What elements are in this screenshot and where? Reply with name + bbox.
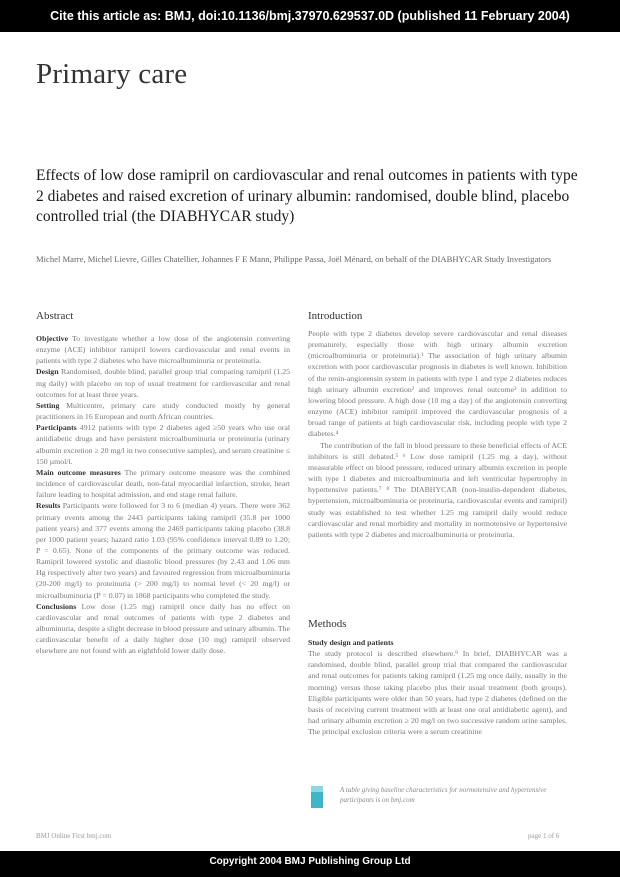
intro-paragraph-1: People with type 2 diabetes develop severe cardiovascular and renal diseases prematurely, especially those with high urinary albumin excretion (microalbuminuria or proteinuria).¹ The association of high urinary albumin excretion with poor cardiovascular prognosis in diabetes is well known. Inhibition of the renin-angiotensin system in patients with type 1 and type 2 diabetes reduces high urinary albumin excretion² and improves renal outcome³ in addition to lowering blood pressure. A high dose (10 mg a day) of the angiotensin converting enzyme (ACE) inhibitor ramipril improved the cardiovascular prognosis of a broad range of patients at high cardiovascular risk, including people with type 2 diabetes.⁴ <box>308 329 567 439</box>
footer-page-number: page 1 of 6 <box>528 832 560 840</box>
abstract-measures <box>36 467 290 500</box>
setting-label: Setting <box>36 400 60 410</box>
introduction-body <box>308 328 567 602</box>
results-text: Participants were followed for 3 to 6 (median 4) years. There were 362 primary events among the 2443 participants taking ramipril (35.8 per 1000 patient years) and 377 events among the 2469 participants taking placebo (38.8 per 1000 patient years; hazard ratio 1.03 (95% confidence interval 0.89 to 1.20; P = 0.65). None of the components of the primary outcome was reduced. Ramipril lowered systolic and diastolic blood pressures (by 2.43 and 1.06 mm Hg respectively after two years) and favoured regression from microalbuminuria (20-200 mg/l) to proteinuria (> 200 mg/l) to normal level (< 20 mg/l) or microalbuminuria (P = 0.07) in 1868 participants who completed the study. <box>36 501 290 600</box>
abstract-body <box>36 333 290 813</box>
abstract-results <box>36 500 290 600</box>
participants-label: Participants <box>36 423 77 433</box>
citation-banner: Cite this article as: BMJ, doi:10.1136/bmj.37970.629537.0D (published 11 February 2004) <box>0 0 620 32</box>
introduction-heading: Introduction <box>308 310 363 322</box>
abstract-participants <box>36 422 290 467</box>
abstract-design <box>36 366 290 399</box>
intro-paragraph-2: The contribution of the fall in blood pressure to these beneficial effects of ACE inhibitors is still debated.⁵ ⁶ Low dose ramipril (1.25 mg a day), without measurable effect on blood pressure, reduced urinary albumin excretion in people with type 1 diabetes and microalbuminuria and left ventricular hypertrophy in hypertensive patients.⁷ ⁸ The DIABHYCAR (non-insulin-dependent diabetes, hypertension, microalbuminuria or proteinuria, cardiovascular events and ramipril) study was established to test whether 1.25 mg ramipril daily would reduce cardiovascular and renal morbidity and mortality in normotensive or hypertensive patients with type 2 diabetes and microalbuminuria or proteinuria. <box>308 440 567 539</box>
results-label: Results <box>36 501 61 511</box>
measures-text: The primary outcome measure was the combined incidence of cardiovascular death, non-fatal myocardial infarction, stroke, heart failure leading to hospital admission, and end stage renal failure. <box>36 467 290 500</box>
section-label: Primary care <box>36 58 188 90</box>
objective-text: To investigate whether a low dose of the angiotensin converting enzyme (ACE) inhibitor ramipril lowers cardiovascular and renal events in patients with type 2 diabetes who have microalbuminuria or proteinuria. <box>36 334 290 366</box>
article-title: Effects of low dose ramipril on cardiovascular and renal outcomes in patients with type 2 diabetes and raised excretion of urinary albumin: randomised, double blind, placebo controlled trial (the DIABHYCAR study) <box>36 167 578 225</box>
objective-label: Objective <box>36 334 69 343</box>
methods-paragraph-1: The study protocol is described elsewhere.⁹ In brief, DIABHYCAR was a randomised, double blind, parallel group trial that compared the cardiovascular and renal outcomes for patients taking ramipril (1.25 mg once daily, usually in the morning) versus those taking placebo plus their usual treatment (both groups). Eligible participants were older than 50 years, had type 2 diabetes (defined on the basis of receiving current treatment with at least one oral antidiabetic agent), and had urinary albumin excretion ≥ 20 mg/l on two successive random urine samples. The principal exclusion criteria were a serum creatinine <box>308 649 567 737</box>
abstract-objective <box>36 333 290 366</box>
author-list: Michel Marre, Michel Lievre, Gilles Chatellier, Johannes F E Mann, Philippe Passa, Joël Ménard, on behalf of the DIABHYCAR Study Investigators <box>36 254 552 264</box>
setting-text: Multicentre, primary care study conducted mostly by general practitioners in 16 European and north African countries. <box>36 400 290 422</box>
conclusions-label: Conclusions <box>36 601 77 611</box>
abstract-heading: Abstract <box>36 310 74 322</box>
methods-body <box>308 637 567 771</box>
measures-label: Main outcome measures <box>36 467 121 477</box>
footer-journal: BMJ Online First bmj.com <box>36 832 112 840</box>
methods-heading: Methods <box>308 618 347 630</box>
design-label: Design <box>36 367 59 377</box>
methods-subheading: Study design and patients <box>308 638 394 647</box>
conclusions-text: Low dose (1.25 mg) ramipril once daily has no effect on cardiovascular and renal outcomes of patients with type 2 diabetes and albuminuria, despite a slight decrease in blood pressure and urinary albumin. The cardiovascular benefit of a daily higher dose (10 mg) ramipril observed elsewhere are not found with an eighthfold lower daily dose. <box>36 601 290 656</box>
design-text: Randomised, double blind, parallel group trial comparing ramipril (1.25 mg daily) with placebo on top of usual treatment for cardiovascular and renal outcomes for at least three years. <box>36 367 290 399</box>
table-note: A table giving baseline characteristics for normotensive and hypertensive participants is on bmj.com <box>340 786 547 804</box>
abstract-setting <box>36 400 290 422</box>
copyright-banner: Copyright 2004 BMJ Publishing Group Ltd <box>0 851 620 877</box>
participants-text: 4912 patients with type 2 diabetes aged ≥50 years who use oral antidiabetic drugs and have persistent microalbuminuria or proteinuria (urinary albumin excretion ≥ 20 mg/l in two consecutive samples), and serum creatinine ≤ 150 µmol/l. <box>36 423 290 466</box>
web-extra-icon <box>311 786 323 808</box>
abstract-conclusions <box>36 601 290 657</box>
